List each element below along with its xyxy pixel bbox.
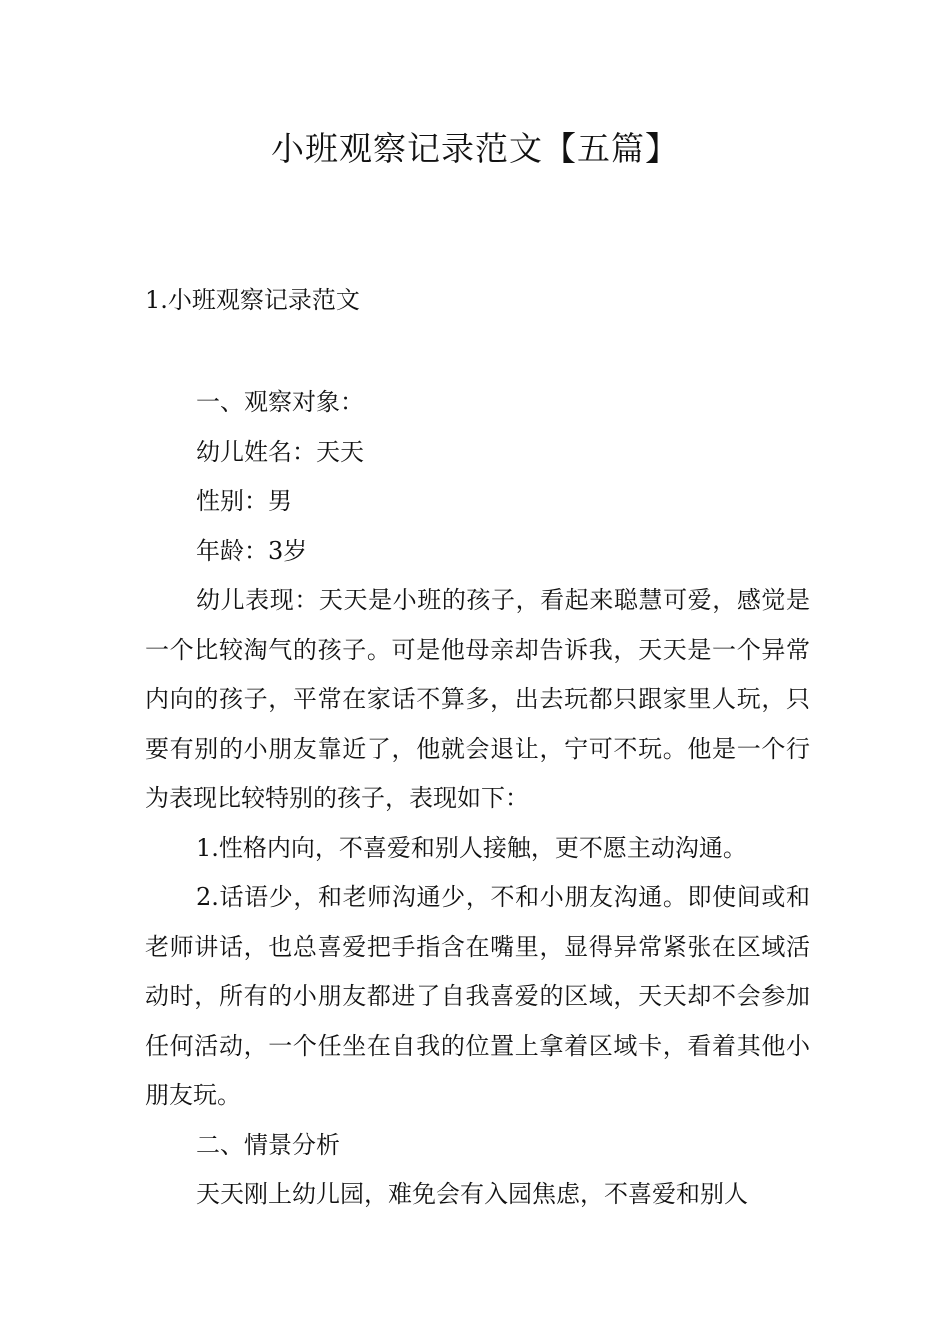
- paragraph-item-2: 2.话语少，和老师沟通少，不和小朋友沟通。即使间或和老师讲话，也总喜爱把手指含在嘴里，显得异常紧张在区域活动时，所有的小朋友都进了自我喜爱的区域，天天却不会参加任何活动，一个任坐在自我的位置上拿着区域卡，看着其他小朋友玩。: [145, 883, 810, 1109]
- paragraph-situation-analysis: 二、情景分析: [196, 1130, 340, 1159]
- document-body: [145, 378, 810, 1220]
- paragraph-age: 年龄：3岁: [196, 536, 308, 565]
- paragraph-item-1: 1.性格内向，不喜爱和别人接触，更不愿主动沟通。: [196, 833, 747, 862]
- paragraph-child-behavior: 幼儿表现：天天是小班的孩子，看起来聪慧可爱，感觉是一个比较淘气的孩子。可是他母亲却告诉我，天天是一个异常内向的孩子，平常在家话不算多，出去玩都只跟家里人玩，只要有别的小朋友靠近了，他就会退让，宁可不玩。他是一个行为表现比较特别的孩子，表现如下：: [145, 586, 810, 812]
- paragraph-observation-subject: 一、观察对象：: [196, 388, 364, 416]
- paragraph-child-name: 幼儿姓名：天天: [196, 437, 364, 466]
- paragraph-gender: 性别：男: [196, 487, 292, 515]
- document-title: 小班观察记录范文【五篇】: [271, 129, 679, 168]
- section-heading: 1.小班观察记录范文: [145, 286, 360, 314]
- paragraph-analysis-text: 天天刚上幼儿园，难免会有入园焦虑，不喜爱和别人: [196, 1180, 748, 1208]
